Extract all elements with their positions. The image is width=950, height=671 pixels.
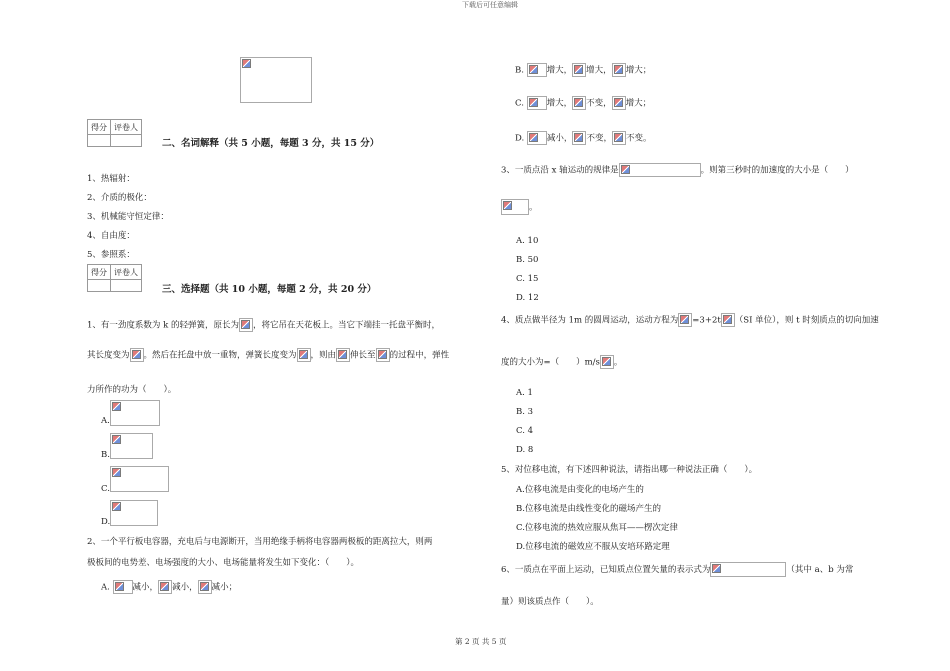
option-label: C. (515, 98, 524, 109)
score-table-section3 (87, 264, 142, 292)
q1-text: 的过程中，弹性 (389, 350, 450, 361)
formula-image (501, 199, 529, 215)
q3-option: C. 15 (516, 274, 539, 284)
option-label: D. (515, 133, 525, 144)
formula-image (600, 355, 614, 369)
formula-image (527, 131, 547, 145)
q4-option: D. 8 (516, 445, 534, 455)
grader-cell (111, 135, 142, 147)
formula-image (336, 348, 350, 362)
formula-image (376, 348, 390, 362)
formula-image (612, 131, 626, 145)
q5-option: C.位移电流的热效应服从焦耳——楞次定律 (516, 523, 678, 533)
q1-line1 (87, 318, 440, 332)
formula-image (239, 318, 253, 332)
option-text: 增大， (586, 65, 612, 76)
q1-option-label: C. (101, 484, 110, 494)
page-footer: 第 2 页 共 5 页 (455, 637, 507, 646)
grader-label: 评卷人 (111, 265, 142, 280)
option-text: 减小； (211, 582, 238, 593)
q3-option: D. 12 (516, 293, 539, 303)
formula-image (721, 313, 735, 327)
score-label: 得分 (88, 120, 111, 135)
formula-image (297, 348, 311, 362)
q1-text: 其长度变为 (87, 350, 130, 361)
option-text: 增大； (625, 98, 652, 109)
q3-option: A. 10 (516, 236, 539, 246)
q1-line2 (87, 348, 449, 362)
score-label: 得分 (88, 265, 111, 280)
section2-title: 二、名词解释（共 5 小题，每题 3 分，共 15 分） (162, 138, 380, 149)
section3-title: 三、选择题（共 10 小题，每题 2 分，共 20 分） (162, 284, 377, 295)
q2-option-a (101, 580, 237, 594)
q2-option-c (515, 96, 651, 110)
option-text: 减小， (172, 582, 198, 593)
formula-image (572, 96, 586, 110)
formula-image (527, 63, 547, 77)
q2-option-d (515, 131, 651, 145)
q4-line2 (501, 355, 622, 369)
q3-text: 。则第三秒时的加速度的大小是（ ） (700, 165, 854, 176)
formula-image (612, 63, 626, 77)
option-text: 增大； (625, 65, 652, 76)
grader-cell (111, 280, 142, 292)
q3-line1 (501, 163, 854, 177)
q5-option: D.位移电流的磁效应不服从安培环路定理 (516, 542, 670, 552)
q1-option-d-image (110, 500, 158, 526)
formula-image (198, 580, 212, 594)
option-text: 减小， (132, 582, 159, 593)
q4-option: B. 3 (516, 407, 534, 417)
q1-option-a-image (110, 400, 160, 426)
q1-option-b-image (110, 433, 153, 459)
formula-image (619, 163, 701, 177)
option-text: 不变。 (625, 133, 652, 144)
term-item: 3、机械能守恒定律： (87, 212, 169, 222)
formula-image (572, 63, 586, 77)
grader-label: 评卷人 (111, 120, 142, 135)
q6-text: （其中 a、b 为常 (786, 565, 854, 575)
formula-image (130, 348, 144, 362)
q4-text: 4、质点做半径为 1m 的圆周运动，运动方程为 (501, 315, 679, 326)
option-text: 不变， (586, 98, 612, 109)
q4-option: C. 4 (516, 426, 534, 436)
option-text: 增大， (546, 65, 573, 76)
q4-option: A. 1 (516, 388, 533, 398)
q6-text: 6、一质点在平面上运动，已知质点位置矢量的表示式为 (501, 565, 711, 575)
q1-text: 1、有一劲度系数为 k 的轻弹簧，原长为 (87, 320, 239, 331)
option-text: 增大， (546, 98, 573, 109)
q1-option-label: B. (101, 450, 110, 460)
q2-option-b (515, 63, 651, 77)
formula-image (710, 562, 786, 577)
q5-option: B.位移电流是由线性变化的磁场产生的 (516, 504, 661, 514)
q3-text: 。 (529, 202, 538, 213)
score-cell (88, 135, 111, 147)
q1-option-c-image (110, 466, 169, 492)
q5-stem: 5、对位移电流，有下述四种说法，请指出哪一种说法正确（ ）。 (501, 465, 758, 475)
q6-line2: 量）则该质点作（ ）。 (501, 597, 599, 607)
term-item: 1、热辐射： (87, 174, 135, 184)
q5-option: A.位移电流是由变化的电场产生的 (516, 485, 644, 495)
q4-text: （SI 单位），则 t 时刻质点的切向加速 (734, 315, 879, 326)
q1-text: ，则由 (310, 350, 337, 361)
q1-option-label: A. (101, 416, 110, 426)
q1-text: 。然后在托盘中放一重物，弹簧长度变为 (143, 350, 297, 361)
score-cell (88, 280, 111, 292)
figure-image-placeholder (240, 57, 312, 103)
q6-line1 (501, 562, 853, 577)
term-item: 2、介质的极化： (87, 193, 152, 203)
q1-text: ，将它吊在天花板上。当它下端挂一托盘平衡时， (252, 320, 440, 331)
q1-line3: 力所作的功为（ ）。 (87, 385, 177, 395)
q1-text: 伸长至 (350, 350, 376, 361)
formula-image (158, 580, 172, 594)
q4-text: 。 (613, 357, 623, 368)
formula-image (678, 313, 692, 327)
formula-image (527, 96, 547, 110)
term-item: 5、参照系： (87, 250, 135, 260)
option-label: B. (515, 65, 524, 76)
q3-option: B. 50 (516, 255, 539, 265)
q3-text: 3、一质点沿 x 轴运动的规律是 (501, 165, 619, 176)
option-text: 不变， (586, 133, 612, 144)
q4-text: =3+2t (692, 315, 721, 326)
formula-image (572, 131, 586, 145)
q4-line1 (501, 313, 879, 327)
option-label: A. (101, 582, 110, 593)
q3-line2 (501, 199, 538, 215)
formula-image (612, 96, 626, 110)
page-header: 下载后可任意编辑 (462, 1, 518, 9)
formula-image (113, 580, 133, 594)
term-item: 4、自由度： (87, 231, 135, 241)
score-table-section2 (87, 119, 142, 147)
q2-line1: 2、一个平行板电容器，充电后与电源断开，当用绝缘手柄将电容器两极板的距离拉大，则两 (87, 537, 433, 547)
q4-text: 度的大小为=（ ）m/s (501, 357, 600, 368)
option-text: 减小， (546, 133, 573, 144)
q1-option-label: D. (101, 517, 111, 527)
q2-line2: 极板间的电势差、电场强度的大小、电场能量将发生如下变化：（ ）。 (87, 558, 360, 568)
